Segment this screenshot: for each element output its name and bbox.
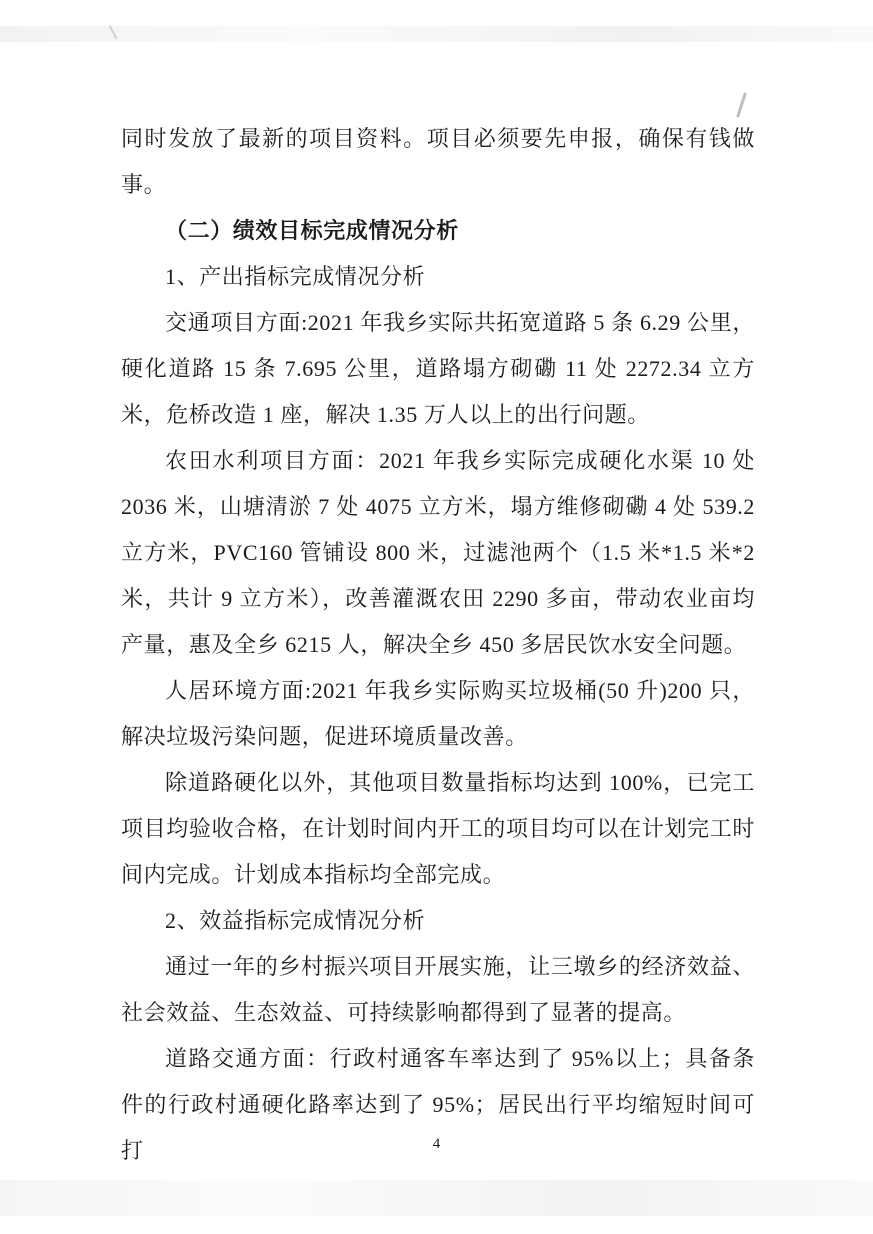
paragraph-completion-status: 除道路硬化以外，其他项目数量指标均达到 100%，已完工项目均验收合格，在计划时间内开工的项目均可以在计划完工时间内完成。计划成本指标均全部完成。 <box>121 770 755 887</box>
sub-heading-benefit-indicators: 2、效益指标完成情况分析 <box>165 908 426 933</box>
scan-artifact-mark-top-right <box>736 92 747 118</box>
scan-artifact-top-band <box>0 26 873 42</box>
paragraph-continuation: 同时发放了最新的项目资料。项目必须要先申报，确保有钱做事。 <box>121 126 755 197</box>
paragraph-overall-benefits: 通过一年的乡村振兴项目开展实施，让三墩乡的经济效益、社会效益、生态效益、可持续影响都得到了显著的提高。 <box>121 954 755 1025</box>
page-number: 4 <box>432 1136 441 1152</box>
paragraph-irrigation-projects: 农田水利项目方面：2021 年我乡实际完成硬化水渠 10 处 2036 米，山塘清淤 7 处 4075 立方米，塌方维修砌磡 4 处 539.2 立方米，PVC160 管铺设 800 米，过滤池两个（1.5 米*1.5 米*2 米，共计 9 立方米），改善灌溉农田 2290 多亩，带动农业亩均产量，惠及全乡 6215 人，解决全乡 450 多居民饮水安全问题。 <box>121 448 755 657</box>
paragraph-road-transport-benefits: 道路交通方面：行政村通客车率达到了 95%以上；具备条件的行政村通硬化路率达到了 95%；居民出行平均缩短时间可打 <box>121 1046 755 1163</box>
paragraph-living-environment: 人居环境方面:2021 年我乡实际购买垃圾桶(50 升)200 只，解决垃圾污染问题，促进环境质量改善。 <box>121 678 755 749</box>
scan-artifact-bottom-band <box>0 1180 873 1216</box>
paragraph-traffic-projects: 交通项目方面:2021 年我乡实际共拓宽道路 5 条 6.29 公里，硬化道路 15 条 7.695 公里，道路塌方砌磡 11 处 2272.34 立方米，危桥改造 1 座，解决 1.35 万人以上的出行问题。 <box>121 310 755 427</box>
page-footer <box>0 1136 873 1153</box>
section-heading: （二）绩效目标完成情况分析 <box>165 218 459 243</box>
sub-heading-output-indicators: 1、产出指标完成情况分析 <box>165 264 426 289</box>
document-content <box>121 116 755 1174</box>
